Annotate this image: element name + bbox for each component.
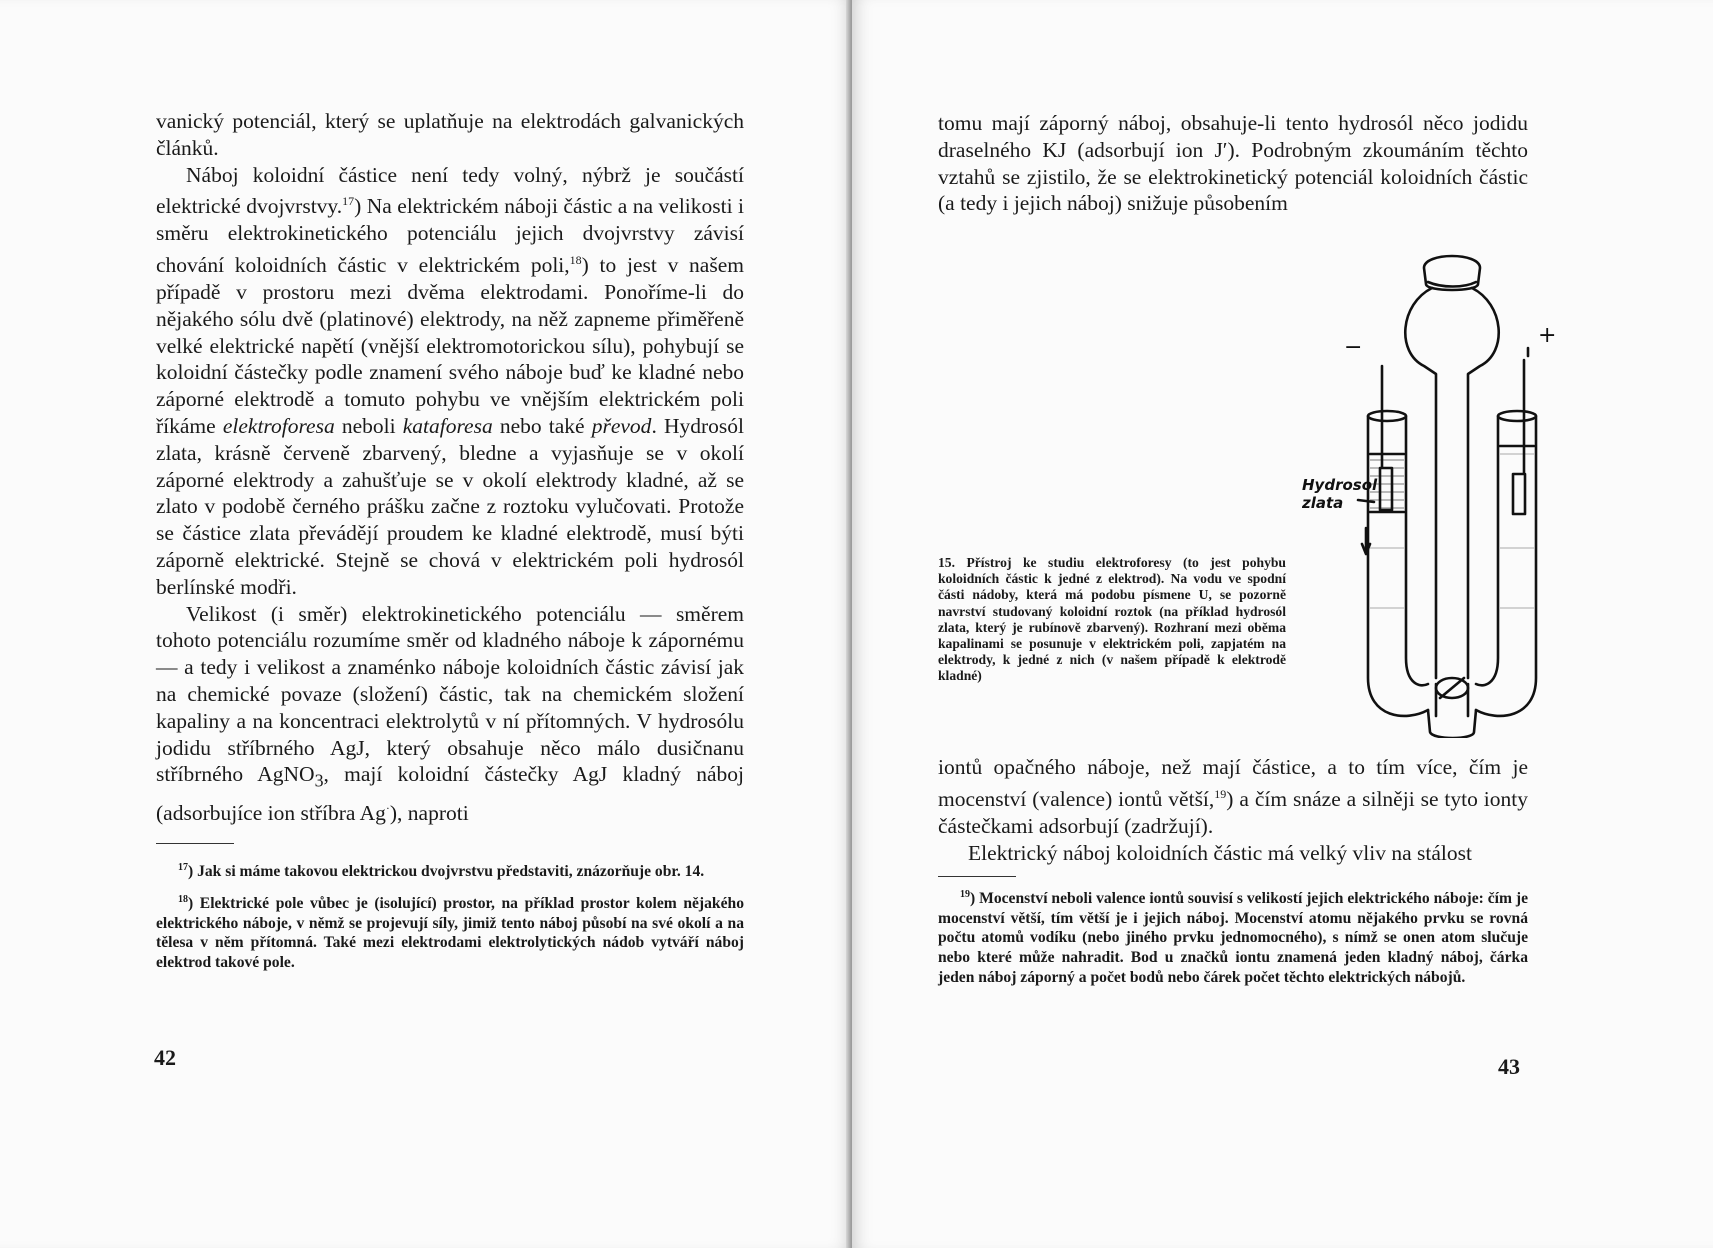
body-paragraph: iontů opačného náboje, než mají částice, a to tím více, čím je mocenství (valence) iontů větší,$^{19}$) a čím snáze a silněji se tyto ionty částečkami adsorbují (zadržují). <box>938 755 1528 838</box>
footnote-divider <box>938 876 1016 877</box>
page-number-left: 42 <box>154 1045 176 1070</box>
left-page-body <box>156 108 744 826</box>
body-paragraph: Náboj koloidní částice není tedy volný, nýbrž je součástí elektrické dvojvrstvy.$^{17}$) Na elektrickém náboji částic a na velikosti i směru elektrokinetického potenciálu jejich dvojvrstvy závisí chování koloidních částic v elektrickém poli,$^{18}$) to jest v našem případě v prostoru mezi dvěma elektrodami. Ponoříme-li do nějakého sólu dvě (platinové) elektrody, na něž zapneme přiměřeně velké elektrické napětí (vnější elektromotorickou sílu), pohybují se koloidní částečky podle znamení svého náboje buď ke kladné nebo záporné elektrodě a tomuto pohybu ve vnějším elektrickém poli říkáme elektroforesa neboli kataforesa nebo také převod. Hydrosól zlata, krásně červeně zbarvený, bledne a vyjasňuje se v okolí záporné elektrody a zahušťuje se v okolí elektrody kladné, až se zlato v podobě černého prášku začne z roztoku vylučovati. Protože se částice zlata převádějí proudem ke kladné elektrodě, musí býti záporně elektrické. Stejně se chová v elektrickém poli hydrosól berlínské modři. <box>156 162 745 599</box>
right-page <box>852 0 1713 1248</box>
body-paragraph: tomu mají záporný náboj, obsahuje-li tento hydrosól něco jodidu draselného KJ (adsorbují ion J′). Podrobným zkoumáním těchto vztahů se zjistilo, že se elektrokinetický potenciál koloidních částic (a tedy i jejich náboj) snižuje působením <box>938 111 1528 216</box>
u-tube-drawing <box>1302 248 1572 738</box>
footnote: $^{17}$) Jak si máme takovou elektrickou dvojvrstvu představiti, znázorňuje obr. 14. <box>178 862 705 881</box>
plus-sign: + <box>1538 323 1557 348</box>
right-page-bottom-text <box>938 754 1528 866</box>
electrophoresis-apparatus-figure <box>1302 248 1572 738</box>
footnote-divider <box>156 843 234 844</box>
minus-sign: − <box>1344 335 1363 360</box>
body-paragraph: Velikost (i směr) elektrokinetického potenciálu — směrem tohoto potenciálu rozumíme směr od kladného náboje k zápornému — a tedy i velikost a znaménko náboje koloidních částic závisí jak na chemické povaze (složení) částic, tak na chemickém složení kapaliny a na koncentraci elektrolytů v ní přítomných. V hydrosólu jodidu stříbrného AgJ, který obsahuje něco málo dusičnanu stříbrného AgNO$_3$, mají koloidní částečky AgJ kladný náboj (adsorbujíce ion stříbra Ag·), naproti <box>156 601 744 825</box>
right-page-footnotes <box>938 885 1528 995</box>
left-page <box>0 0 852 1248</box>
page-number-right: 43 <box>1498 1054 1520 1079</box>
footnote: $^{18}$) Elektrické pole vůbec je (isolující) prostor, na příklad prostor kolem nějakého elektrického náboje, v němž se projevují síly, jimiž tento náboj působí na své okolí a na tělesa v něm přítomná. Také mezi elektrodami elektrolytických nádob vytváří náboj elektrod takové pole. <box>156 893 744 971</box>
footnote: $^{19}$) Mocenství neboli valence iontů souvisí s velikostí jejich elektrického náboje: čím je mocenství větší, tím větší je i jejich náboj. Mocenství atomu nějakého prvku se rovná počtu atomů vodíku (nebo jiného prvku jednomocného), s nímž se onen atom slučuje nebo které může nahradit. Bod u značků iontu znamená jeden kladný náboj, čárka jeden náboj záporný a počet bodů nebo čárek počet těchto elektrických nábojů. <box>938 889 1528 986</box>
body-paragraph: vanický potenciál, který se uplatňuje na elektrodách galvanických článků. <box>156 109 744 160</box>
left-page-footnotes <box>156 858 744 980</box>
right-page-top-text <box>938 110 1528 217</box>
figure-caption: 15. Přístroj ke studiu elektroforesy (to jest pohybu koloidních částic k jedné z elektrod). Na vodu ve spodní části nádoby, která má podobu písmene U, se pozorně navrství studovaný koloidní roztok (na příklad hydrosól zlata, který je rubínově zbarvený). Rozhraní mezi oběma kapalinami se posunuje v elektrickém poli, zapjatém na elektrody, k jedné z nich (v našem případě k elektrodě kladné) <box>938 555 1286 684</box>
figure-label-hydrosol: Hydrosol <box>1302 476 1378 494</box>
figure-label-zlata: zlata <box>1302 494 1344 512</box>
body-paragraph: Elektrický náboj koloidních částic má velký vliv na stálost <box>968 840 1472 865</box>
